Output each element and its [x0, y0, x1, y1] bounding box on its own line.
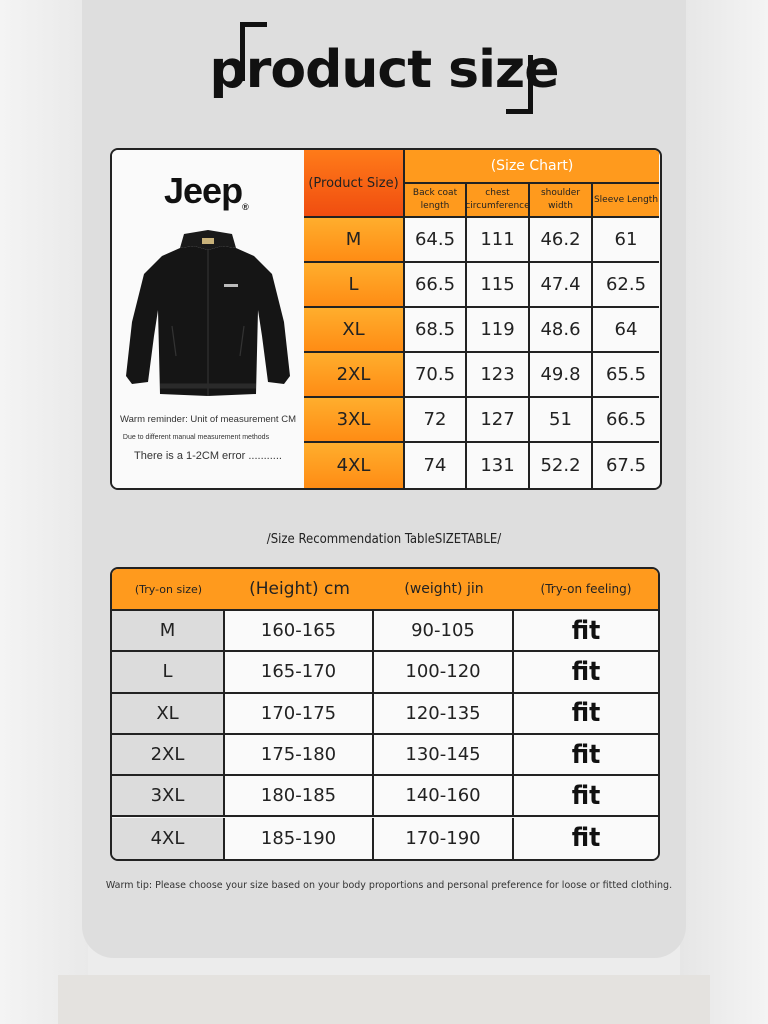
try-on-feeling-cell: fit — [514, 694, 658, 735]
measurement-cell: 64.5 — [405, 218, 467, 263]
measurement-cell: 64 — [593, 308, 659, 353]
measurement-cell: 131 — [467, 443, 530, 488]
size-chart-header: (Size Chart) — [405, 150, 659, 184]
measurement-cell: 68.5 — [405, 308, 467, 353]
measurement-cell: 65.5 — [593, 353, 659, 398]
size-label: L — [304, 263, 405, 308]
measurement-cell: 127 — [467, 398, 530, 443]
column-header: Sleeve Length — [593, 184, 659, 218]
size-label: 2XL — [304, 353, 405, 398]
measurement-cell: 123 — [467, 353, 530, 398]
page-title: product size — [209, 40, 559, 100]
weight-cell: 100-120 — [374, 652, 514, 693]
measurement-cell: 47.4 — [530, 263, 593, 308]
product-panel — [112, 150, 306, 488]
measurement-cell: 67.5 — [593, 443, 659, 488]
weight-cell: 170-190 — [374, 818, 514, 859]
background-right — [680, 0, 768, 1024]
measurement-cell: 51 — [530, 398, 593, 443]
brand-logo: Jeep® — [164, 170, 248, 212]
height-cell: 170-175 — [225, 694, 374, 735]
height-cell: 185-190 — [225, 818, 374, 859]
try-on-size-cell: 2XL — [112, 735, 225, 776]
column-header: Back coat length — [405, 184, 467, 218]
try-on-size-cell: 3XL — [112, 776, 225, 817]
height-cell: 180-185 — [225, 776, 374, 817]
recommendation-table — [110, 567, 660, 861]
warm-reminder: Warm reminder: Unit of measurement CM — [120, 414, 296, 425]
weight-cell: 120-135 — [374, 694, 514, 735]
measurement-cell: 49.8 — [530, 353, 593, 398]
try-on-feeling-cell: fit — [514, 776, 658, 817]
size-label: 3XL — [304, 398, 405, 443]
measurement-cell: 66.5 — [405, 263, 467, 308]
try-on-feeling-cell: fit — [514, 652, 658, 693]
table-header: (weight) jin — [374, 569, 514, 611]
try-on-feeling-cell: fit — [514, 818, 658, 859]
product-size-header: (Product Size) — [304, 150, 405, 218]
measurement-cell: 74 — [405, 443, 467, 488]
measurement-cell: 52.2 — [530, 443, 593, 488]
table-header: (Height) cm — [225, 569, 374, 611]
try-on-size-cell: XL — [112, 694, 225, 735]
measurement-cell: 46.2 — [530, 218, 593, 263]
try-on-feeling-cell: fit — [514, 611, 658, 652]
weight-cell: 130-145 — [374, 735, 514, 776]
error-note: There is a 1-2CM error ........... — [134, 450, 282, 462]
measurement-note: Due to different manual measurement methods — [122, 434, 270, 441]
background-left — [0, 0, 88, 1024]
table-header: (Try-on feeling) — [514, 569, 658, 611]
column-header: shoulder width — [530, 184, 593, 218]
size-label: XL — [304, 308, 405, 353]
try-on-size-cell: M — [112, 611, 225, 652]
table-header: (Try-on size) — [112, 569, 225, 611]
weight-cell: 90-105 — [374, 611, 514, 652]
measurement-cell: 115 — [467, 263, 530, 308]
measurement-cell: 70.5 — [405, 353, 467, 398]
try-on-size-cell: 4XL — [112, 818, 225, 859]
measurement-cell: 66.5 — [593, 398, 659, 443]
measurement-cell: 111 — [467, 218, 530, 263]
height-cell: 165-170 — [225, 652, 374, 693]
try-on-size-cell: L — [112, 652, 225, 693]
weight-cell: 140-160 — [374, 776, 514, 817]
size-chart — [110, 148, 662, 490]
jacket-image — [126, 226, 290, 402]
measurement-cell: 62.5 — [593, 263, 659, 308]
size-label: 4XL — [304, 443, 405, 488]
measurement-cell: 72 — [405, 398, 467, 443]
height-cell: 160-165 — [225, 611, 374, 652]
recommendation-title: /Size Recommendation TableSIZETABLE/ — [266, 532, 502, 547]
warm-tip: Warm tip: Please choose your size based on your body proportions and personal preference for loose or fitted clothing. — [105, 880, 673, 891]
measurement-cell: 61 — [593, 218, 659, 263]
background-bottom — [58, 975, 710, 1024]
measurement-cell: 119 — [467, 308, 530, 353]
size-label: M — [304, 218, 405, 263]
measurement-cell: 48.6 — [530, 308, 593, 353]
height-cell: 175-180 — [225, 735, 374, 776]
column-header: chest circumference — [467, 184, 530, 218]
try-on-feeling-cell: fit — [514, 735, 658, 776]
